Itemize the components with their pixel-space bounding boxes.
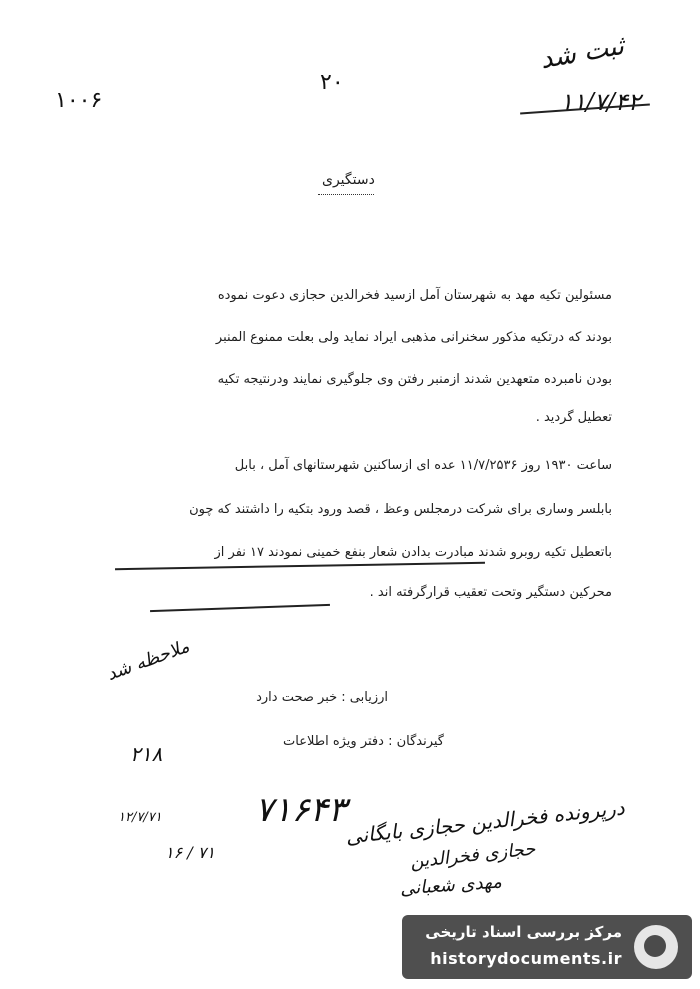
body-line: ساعت ۱۹۳۰ روز ۱۱/۷/۲۵۳۶ عده ای ازساکنین شهرستانهای آمل ، بابل [234, 458, 612, 473]
watermark-url: historydocuments.ir [430, 949, 622, 968]
title-underline [318, 194, 374, 195]
body-line: بودن نامبرده متعهدین شدند ازمنبر رفتن وی جلوگیری نمایند ودرنتیجه تکیه [217, 372, 612, 387]
handwritten-underline [115, 562, 485, 570]
handwritten-signature: مهدی شعبانی [399, 871, 503, 900]
body-line: مسئولین تکیه مهد به شهرستان آمل ازسید فخرالدین حجازی دعوت نموده [217, 288, 612, 303]
assessment-line: ارزیابی : خبر صحت دارد [256, 690, 388, 705]
handwritten-note: درپرونده فخرالدین حجازی بایگانی [344, 795, 626, 849]
document-title: دستگیری [322, 172, 375, 188]
signature-code: ۷۱۶۴۳ [255, 790, 347, 830]
recipients-line: گیرندگان : دفتر ویژه اطلاعات [283, 734, 444, 749]
watermark-banner [402, 915, 692, 979]
watermark-name: مرکز بررسی اسناد تاریخی [425, 923, 622, 941]
handwritten-note: حجازی فخرالدین [409, 838, 537, 873]
side-number: ۲۱۸ [130, 742, 163, 766]
page-number: ۲۰ [320, 70, 344, 95]
archive-logo-icon [634, 925, 678, 969]
margin-note: ملاحظه شد [104, 635, 193, 686]
body-line: تعطیل گردید . [535, 410, 612, 425]
handwritten-date: ۱۶ / ۷۱ [165, 843, 215, 862]
corner-note: ثبت شد [538, 30, 627, 76]
body-line: بودند که درتکیه مذکور سخنرانی مذهبی ایراد نماید ولی بعلت ممنوع المنبر [215, 330, 612, 345]
handwritten-date: ۱۲/۷/۷۱ [118, 810, 162, 825]
corner-date: ۱۱/۷/۴۲ [560, 88, 641, 116]
body-line: محرکین دستگیر وتحت تعقیب قرارگرفته اند . [369, 585, 612, 600]
body-line: بابلسر وساری برای شرکت درمجلس وعظ ، قصد ورود بتکیه را داشتند که چون [189, 502, 612, 517]
body-line: باتعطیل تکیه روبرو شدند مبادرت بدادن شعار بنفع خمینی نمودند ۱۷ نفر از [214, 545, 612, 560]
document-code: ۱۰۰۶ [55, 88, 103, 113]
handwritten-underline [150, 604, 330, 612]
